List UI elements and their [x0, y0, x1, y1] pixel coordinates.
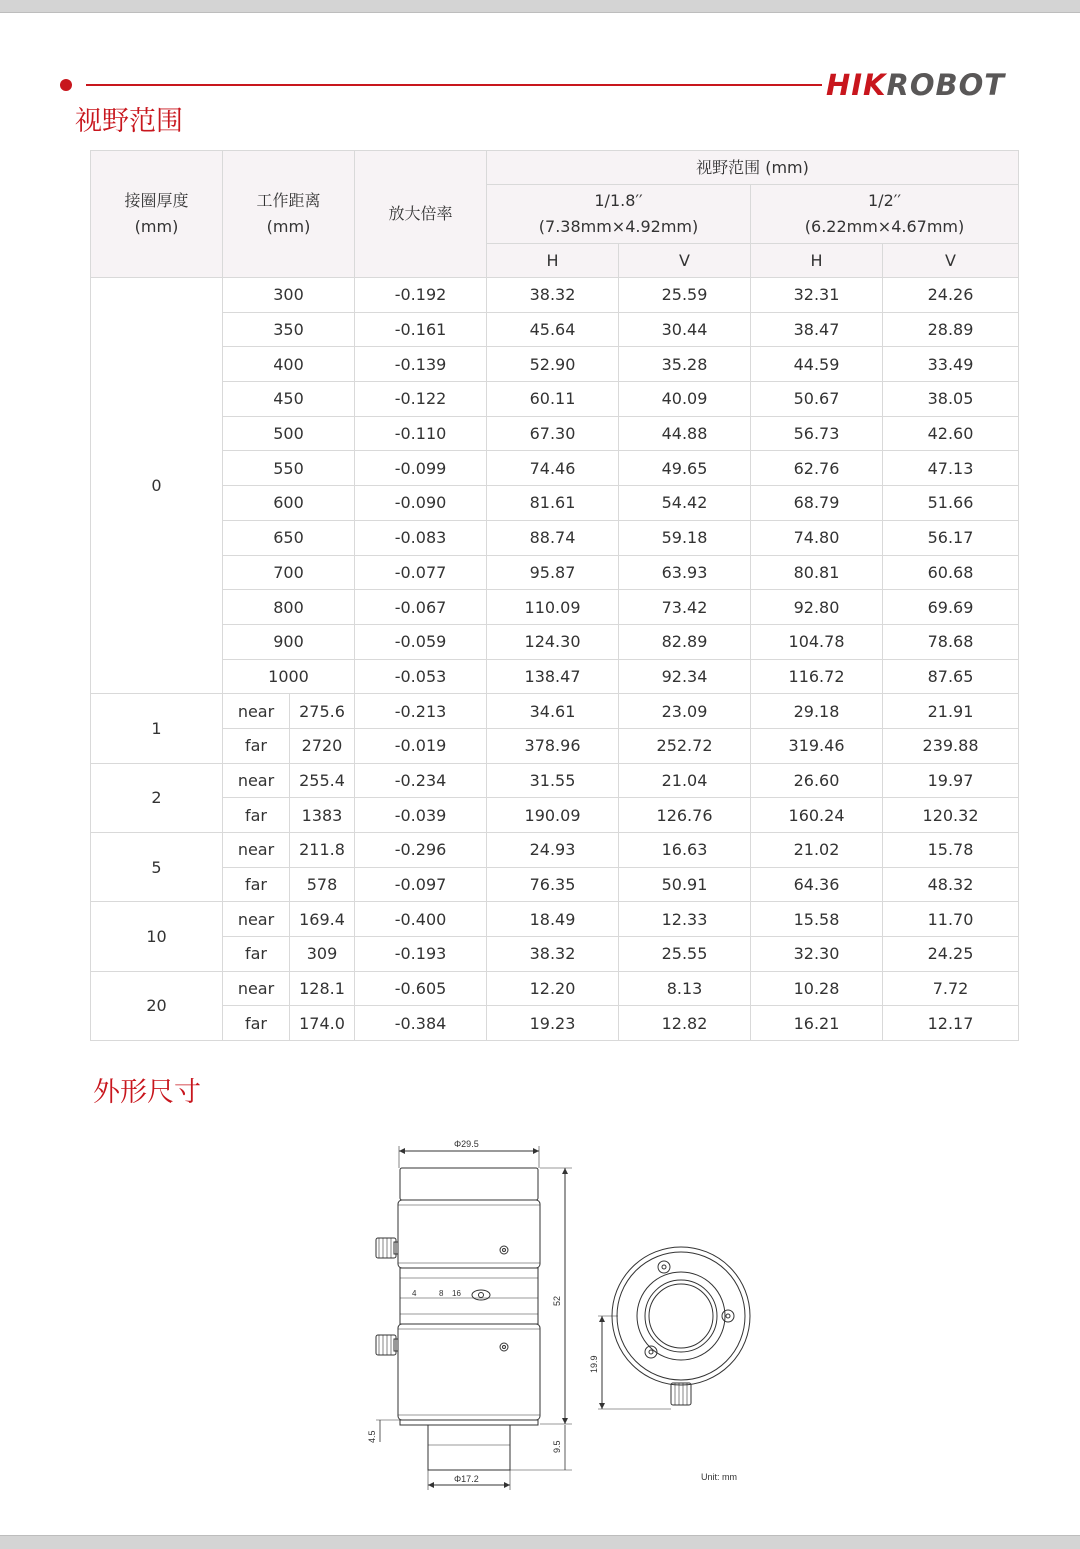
table-row	[91, 659, 1019, 694]
scale-mark: 8	[439, 1289, 444, 1298]
v-1-8-cell: 25.59	[619, 278, 751, 313]
h-1-2-cell: 32.31	[751, 278, 883, 313]
magnification-cell: -0.122	[355, 382, 487, 417]
h-1-2-cell: 50.67	[751, 382, 883, 417]
table-row	[91, 312, 1019, 347]
v-1-2-cell: 78.68	[883, 624, 1019, 659]
v-1-2-cell: 51.66	[883, 486, 1019, 521]
v-1-8-cell: 63.93	[619, 555, 751, 590]
lens-iris-ring	[398, 1324, 540, 1420]
lens-cap	[400, 1168, 538, 1200]
h-1-2-cell: 26.60	[751, 763, 883, 798]
table-row	[91, 624, 1019, 659]
working-distance-cell: 169.4	[290, 902, 355, 937]
table-row	[91, 347, 1019, 382]
table-row	[91, 278, 1019, 313]
distance-type-cell: near	[223, 971, 290, 1006]
working-distance-cell: 400	[223, 347, 355, 382]
h-header: H	[751, 244, 883, 278]
working-distance-cell: 2720	[290, 728, 355, 763]
working-distance-cell: 700	[223, 555, 355, 590]
h-1-8-cell: 34.61	[487, 694, 619, 729]
h-1-2-cell: 64.36	[751, 867, 883, 902]
h-1-2-cell: 29.18	[751, 694, 883, 729]
v-1-2-cell: 60.68	[883, 555, 1019, 590]
h-1-2-cell: 15.58	[751, 902, 883, 937]
v-1-8-cell: 252.72	[619, 728, 751, 763]
h-1-2-cell: 62.76	[751, 451, 883, 486]
distance-type-cell: far	[223, 728, 290, 763]
h-1-8-cell: 52.90	[487, 347, 619, 382]
v-1-2-cell: 11.70	[883, 902, 1019, 937]
v-1-2-cell: 24.26	[883, 278, 1019, 313]
working-distance-cell: 211.8	[290, 833, 355, 868]
table-row	[91, 382, 1019, 417]
magnification-cell: -0.067	[355, 590, 487, 625]
working-distance-cell: 650	[223, 520, 355, 555]
h-1-8-cell: 38.32	[487, 278, 619, 313]
mount-length-label: 9.5	[552, 1440, 562, 1453]
magnification-cell: -0.090	[355, 486, 487, 521]
spacer-cell: 20	[91, 971, 223, 1040]
h-1-2-cell: 74.80	[751, 520, 883, 555]
table-row	[91, 902, 1019, 937]
h-1-8-cell: 378.96	[487, 728, 619, 763]
h-1-8-cell: 38.32	[487, 937, 619, 972]
spacer-header: 接圈厚度 (mm)	[91, 151, 223, 278]
h-1-8-cell: 31.55	[487, 763, 619, 798]
working-distance-cell: 500	[223, 416, 355, 451]
h-1-2-cell: 160.24	[751, 798, 883, 833]
v-1-2-cell: 24.25	[883, 937, 1019, 972]
v-1-8-cell: 40.09	[619, 382, 751, 417]
v-1-8-cell: 50.91	[619, 867, 751, 902]
working-distance-cell: 900	[223, 624, 355, 659]
table-row	[91, 694, 1019, 729]
v-1-8-cell: 44.88	[619, 416, 751, 451]
spacer-cell: 2	[91, 763, 223, 832]
v-1-8-cell: 21.04	[619, 763, 751, 798]
v-1-2-cell: 12.17	[883, 1006, 1019, 1041]
h-1-2-cell: 38.47	[751, 312, 883, 347]
distance-type-cell: near	[223, 833, 290, 868]
spacer-cell: 5	[91, 833, 223, 902]
h-1-8-cell: 60.11	[487, 382, 619, 417]
table-row	[91, 867, 1019, 902]
distance-type-cell: near	[223, 763, 290, 798]
distance-type-cell: far	[223, 937, 290, 972]
h-1-2-cell: 92.80	[751, 590, 883, 625]
distance-type-cell: far	[223, 798, 290, 833]
spacer-cell: 1	[91, 694, 223, 763]
h-1-8-cell: 95.87	[487, 555, 619, 590]
logo-suffix: ROBOT	[886, 68, 1006, 102]
h-1-8-cell: 110.09	[487, 590, 619, 625]
magnification-cell: -0.019	[355, 728, 487, 763]
magnification-cell: -0.077	[355, 555, 487, 590]
table-row	[91, 520, 1019, 555]
datasheet-page	[0, 12, 1080, 1536]
brand-logo	[826, 68, 1005, 102]
v-1-2-cell: 42.60	[883, 416, 1019, 451]
magnification-cell: -0.384	[355, 1006, 487, 1041]
length-label: 52	[552, 1295, 562, 1306]
v-1-2-cell: 38.05	[883, 382, 1019, 417]
dia-top-label: Φ29.5	[454, 1139, 479, 1149]
working-distance-cell: 255.4	[290, 763, 355, 798]
lock-screw-bottom	[376, 1335, 398, 1355]
h-1-2-cell: 116.72	[751, 659, 883, 694]
h-1-2-cell: 44.59	[751, 347, 883, 382]
working-distance-cell: 578	[290, 867, 355, 902]
dia-bottom-label: Φ17.2	[454, 1474, 479, 1484]
v-1-2-cell: 56.17	[883, 520, 1019, 555]
lens-scale-ring	[400, 1268, 538, 1324]
spacer-cell: 10	[91, 902, 223, 971]
table-row	[91, 555, 1019, 590]
h-header: H	[487, 244, 619, 278]
h-1-2-cell: 104.78	[751, 624, 883, 659]
h-1-8-cell: 88.74	[487, 520, 619, 555]
v-1-8-cell: 25.55	[619, 937, 751, 972]
fov-header: 视野范围 (mm)	[487, 151, 1019, 185]
working-distance-cell: 300	[223, 278, 355, 313]
v-header: V	[619, 244, 751, 278]
magnification-cell: -0.161	[355, 312, 487, 347]
v-1-8-cell: 59.18	[619, 520, 751, 555]
v-1-8-cell: 12.82	[619, 1006, 751, 1041]
h-1-8-cell: 74.46	[487, 451, 619, 486]
magnification-cell: -0.097	[355, 867, 487, 902]
working-distance-cell: 450	[223, 382, 355, 417]
unit-label: Unit: mm	[701, 1472, 737, 1482]
sensor-1-2-header: 1/2′′ (6.22mm×4.67mm)	[751, 185, 1019, 244]
h-1-8-cell: 67.30	[487, 416, 619, 451]
magnification-cell: -0.605	[355, 971, 487, 1006]
lock-slot	[472, 1290, 490, 1300]
magnification-cell: -0.059	[355, 624, 487, 659]
v-1-2-cell: 87.65	[883, 659, 1019, 694]
scale-mark: 4	[412, 1289, 417, 1298]
table-row	[91, 833, 1019, 868]
lens-focus-ring	[398, 1200, 540, 1268]
logo-prefix: HIK	[826, 68, 887, 102]
h-1-8-cell: 190.09	[487, 798, 619, 833]
working-distance-cell: 550	[223, 451, 355, 486]
table-row	[91, 728, 1019, 763]
h-1-2-cell: 16.21	[751, 1006, 883, 1041]
v-1-8-cell: 54.42	[619, 486, 751, 521]
magnification-cell: -0.099	[355, 451, 487, 486]
fov-section-title: 视野范围	[75, 106, 183, 137]
offset-label: 19.9	[589, 1355, 599, 1373]
working-distance-cell: 800	[223, 590, 355, 625]
h-1-2-cell: 10.28	[751, 971, 883, 1006]
v-1-2-cell: 120.32	[883, 798, 1019, 833]
v-1-2-cell: 28.89	[883, 312, 1019, 347]
v-1-2-cell: 19.97	[883, 763, 1019, 798]
distance-type-cell: far	[223, 867, 290, 902]
distance-type-cell: near	[223, 902, 290, 937]
sensor-1-8-header: 1/1.8′′ (7.38mm×4.92mm)	[487, 185, 751, 244]
flange-label: 4.5	[367, 1430, 377, 1443]
v-1-2-cell: 48.32	[883, 867, 1019, 902]
v-1-2-cell: 21.91	[883, 694, 1019, 729]
wd-header: 工作距离 (mm)	[223, 151, 355, 278]
v-1-8-cell: 82.89	[619, 624, 751, 659]
magnification-cell: -0.139	[355, 347, 487, 382]
h-1-2-cell: 80.81	[751, 555, 883, 590]
lock-screw-top	[376, 1238, 398, 1258]
v-1-8-cell: 92.34	[619, 659, 751, 694]
magnification-cell: -0.053	[355, 659, 487, 694]
lens-dimension-drawing	[340, 1128, 780, 1498]
v-1-8-cell: 35.28	[619, 347, 751, 382]
h-1-8-cell: 12.20	[487, 971, 619, 1006]
header-dot	[60, 79, 72, 91]
magnification-cell: -0.039	[355, 798, 487, 833]
magnification-cell: -0.083	[355, 520, 487, 555]
working-distance-cell: 309	[290, 937, 355, 972]
v-1-2-cell: 239.88	[883, 728, 1019, 763]
v-1-2-cell: 69.69	[883, 590, 1019, 625]
v-1-2-cell: 15.78	[883, 833, 1019, 868]
table-row	[91, 486, 1019, 521]
table-row	[91, 451, 1019, 486]
magnification-cell: -0.296	[355, 833, 487, 868]
v-1-8-cell: 73.42	[619, 590, 751, 625]
distance-type-cell: near	[223, 694, 290, 729]
working-distance-cell: 600	[223, 486, 355, 521]
v-1-8-cell: 23.09	[619, 694, 751, 729]
table-row	[91, 937, 1019, 972]
lens-front-view	[612, 1247, 750, 1405]
h-1-8-cell: 138.47	[487, 659, 619, 694]
magnification-cell: -0.192	[355, 278, 487, 313]
v-1-2-cell: 47.13	[883, 451, 1019, 486]
mag-header: 放大倍率	[355, 151, 487, 278]
magnification-cell: -0.193	[355, 937, 487, 972]
v-header: V	[883, 244, 1019, 278]
table-row	[91, 971, 1019, 1006]
h-1-2-cell: 68.79	[751, 486, 883, 521]
working-distance-cell: 1000	[223, 659, 355, 694]
table-row	[91, 798, 1019, 833]
working-distance-cell: 350	[223, 312, 355, 347]
lens-flange	[400, 1420, 538, 1425]
table-row	[91, 763, 1019, 798]
lens-mount	[428, 1425, 510, 1470]
h-1-8-cell: 18.49	[487, 902, 619, 937]
working-distance-cell: 128.1	[290, 971, 355, 1006]
header-rule	[86, 84, 822, 86]
v-1-8-cell: 126.76	[619, 798, 751, 833]
scale-mark: 16	[452, 1289, 461, 1298]
magnification-cell: -0.234	[355, 763, 487, 798]
magnification-cell: -0.110	[355, 416, 487, 451]
spacer-cell: 0	[91, 278, 223, 694]
v-1-8-cell: 8.13	[619, 971, 751, 1006]
magnification-cell: -0.400	[355, 902, 487, 937]
working-distance-cell: 174.0	[290, 1006, 355, 1041]
distance-type-cell: far	[223, 1006, 290, 1041]
h-1-8-cell: 45.64	[487, 312, 619, 347]
h-1-2-cell: 319.46	[751, 728, 883, 763]
v-1-8-cell: 16.63	[619, 833, 751, 868]
h-1-2-cell: 56.73	[751, 416, 883, 451]
h-1-2-cell: 32.30	[751, 937, 883, 972]
table-row	[91, 416, 1019, 451]
h-1-8-cell: 24.93	[487, 833, 619, 868]
h-1-2-cell: 21.02	[751, 833, 883, 868]
magnification-cell: -0.213	[355, 694, 487, 729]
v-1-2-cell: 7.72	[883, 971, 1019, 1006]
v-1-8-cell: 30.44	[619, 312, 751, 347]
h-1-8-cell: 76.35	[487, 867, 619, 902]
h-1-8-cell: 81.61	[487, 486, 619, 521]
table-row	[91, 590, 1019, 625]
h-1-8-cell: 19.23	[487, 1006, 619, 1041]
v-1-2-cell: 33.49	[883, 347, 1019, 382]
table-row	[91, 1006, 1019, 1041]
v-1-8-cell: 12.33	[619, 902, 751, 937]
v-1-8-cell: 49.65	[619, 451, 751, 486]
working-distance-cell: 1383	[290, 798, 355, 833]
h-1-8-cell: 124.30	[487, 624, 619, 659]
fov-table	[90, 150, 1019, 1041]
dims-section-title: 外形尺寸	[93, 1077, 201, 1108]
working-distance-cell: 275.6	[290, 694, 355, 729]
